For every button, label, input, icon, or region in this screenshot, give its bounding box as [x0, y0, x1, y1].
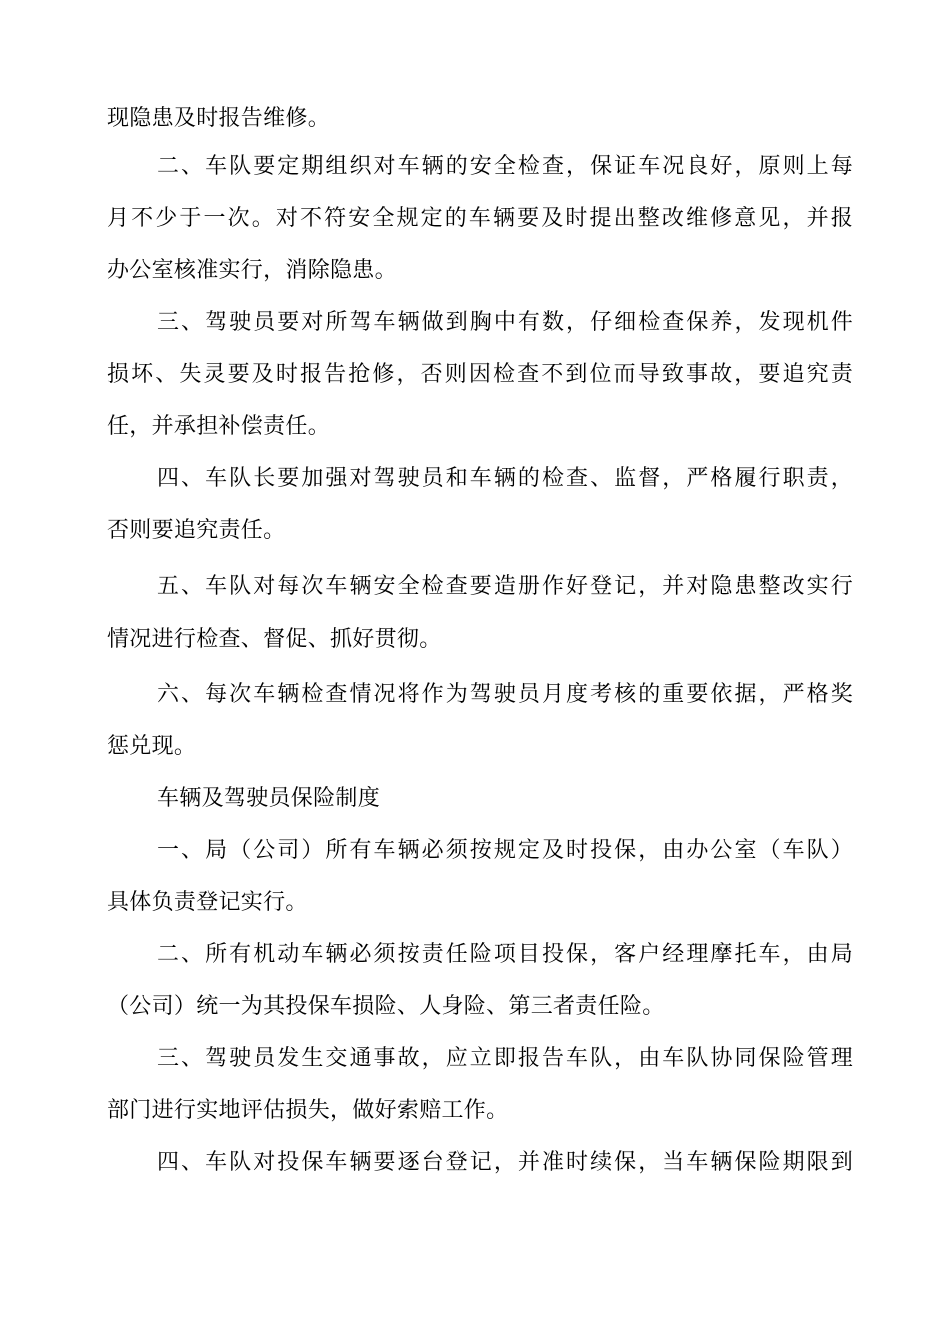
- text-line: 月不少于一次。对不符安全规定的车辆要及时提出整改维修意见，并报: [107, 206, 853, 231]
- text-line: 二、所有机动车辆必须按责任险项目投保，客户经理摩托车，由局: [157, 942, 853, 967]
- text-line: 二、车队要定期组织对车辆的安全检查，保证车况良好，原则上每: [157, 154, 853, 179]
- text-line: 办公室核准实行，消除隐患。: [107, 258, 397, 283]
- text-line: 否则要追究责任。: [107, 518, 286, 543]
- text-line: 四、车队对投保车辆要逐台登记，并准时续保，当车辆保险期限到: [157, 1150, 853, 1175]
- text-line: 损坏、失灵要及时报告抢修，否则因检查不到位而导致事故，要追究责: [107, 362, 853, 387]
- text-line: 三、驾驶员要对所驾车辆做到胸中有数，仔细检查保养，发现机件: [157, 310, 853, 335]
- text-line: 四、车队长要加强对驾驶员和车辆的检查、监督，严格履行职责，: [157, 466, 853, 491]
- text-line: 具体负责登记实行。: [107, 890, 308, 915]
- text-line: 六、每次车辆检查情况将作为驾驶员月度考核的重要依据，严格奖: [157, 682, 853, 707]
- text-line: 惩兑现。: [107, 734, 197, 759]
- text-line: 部门进行实地评估损失，做好索赔工作。: [107, 1098, 509, 1123]
- text-line: 情况进行检查、督促、抓好贯彻。: [107, 627, 442, 652]
- text-line: 现隐患及时报告维修。: [107, 106, 331, 131]
- text-line: 三、驾驶员发生交通事故，应立即报告车队，由车队协同保险管理: [157, 1046, 853, 1071]
- text-line: 一、局（公司）所有车辆必须按规定及时投保，由办公室（车队）: [157, 838, 853, 863]
- text-line: 任，并承担补偿责任。: [107, 414, 331, 439]
- text-line: （公司）统一为其投保车损险、人身险、第三者责任险。: [107, 994, 665, 1019]
- text-line: 五、车队对每次车辆安全检查要造册作好登记，并对隐患整改实行: [157, 574, 853, 599]
- section-heading: 车辆及驾驶员保险制度: [157, 786, 381, 811]
